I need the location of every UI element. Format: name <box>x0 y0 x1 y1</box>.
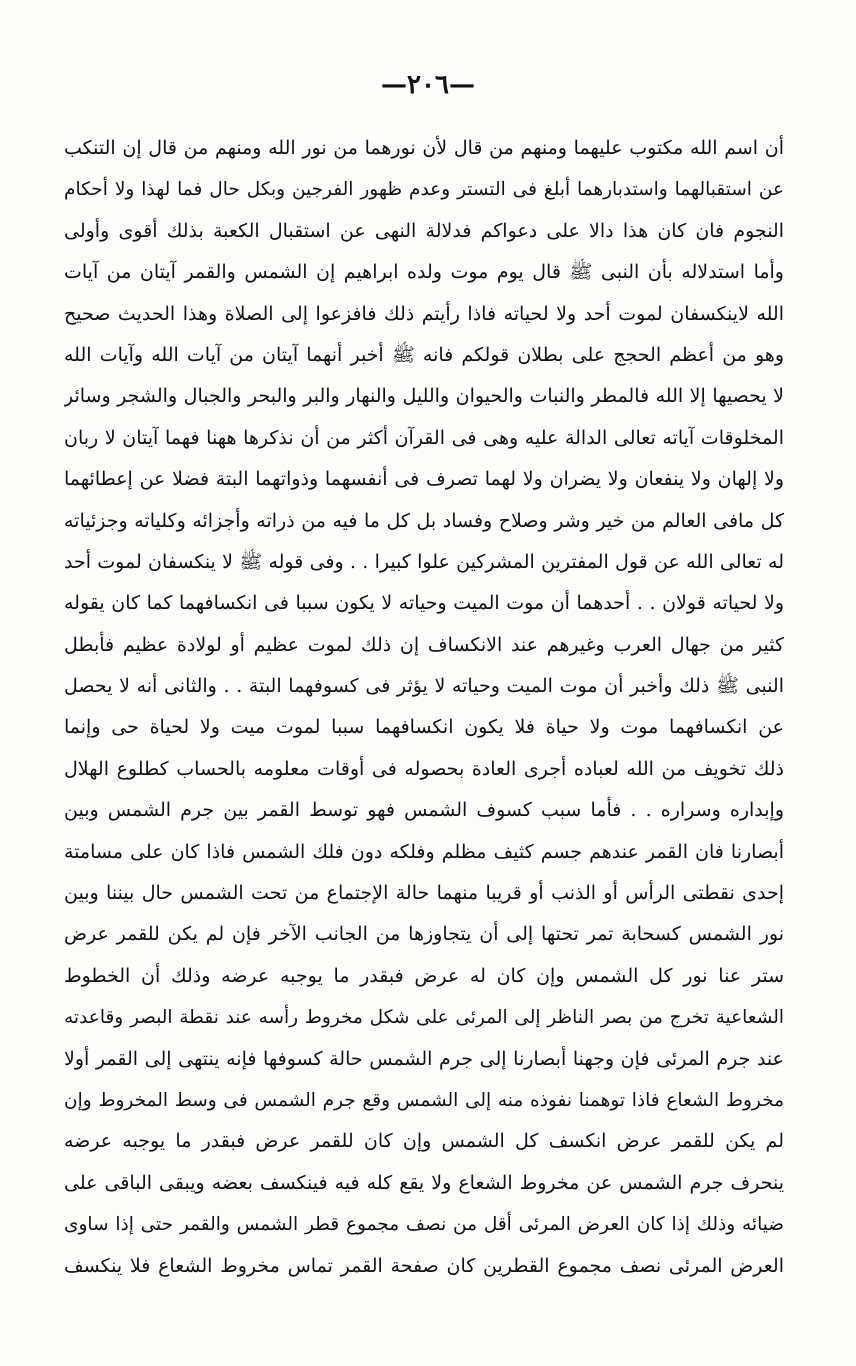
text-line: العرض المرئى نصف مجموع القطرين كان صفحة القمر تماس مخروط الشعاع فلا ينكسف <box>64 1254 784 1277</box>
text-line: مخروط الشعاع فاذا توهمنا نفوذه منه إلى الشمس وقع جرم الشمس فى وسط المخروط وإن <box>64 1089 784 1111</box>
text-line: ذلك تخويف من الله لعباده أجرى العادة بحصوله فى أوقات معلومه بالحساب كطلوع الهلال <box>64 757 784 780</box>
text-line: لا يحصيها إلا الله فالمطر والنبات والحيوان والليل والنهار والبر والبحر والجبال والشجر وسائر <box>64 385 784 408</box>
text-line: النجوم فان كان هذا دالا على دعواكم فدلالة النهى عن استقبال الكعبة بذلك أقوى وأولى <box>64 219 784 242</box>
text-line: له تعالى الله عن قول المفترين المشركين علوا كبيرا . . وفى قوله ﷺ لا ينكسفان لموت أحد <box>64 550 784 573</box>
text-line: الشعاعية تخرج من بصر الناظر إلى المرئى على شكل مخروط رأسه عند نقطة البصر وقاعدته <box>64 1007 784 1029</box>
text-line: إحدى نقطتى الرأس أو الذنب أو قريبا منهما حالة الإجتماع من تحت الشمس حال بيننا وبين <box>64 882 784 905</box>
text-line: وأما استدلاله بأن النبى ﷺ قال يوم موت ولده ابراهيم إن الشمس والقمر آيتان من آيات <box>64 261 784 284</box>
text-line: كل مافى العالم من خير وشر وصلاح وفساد بل كل ما فيه من ذراته وأجزائه وكلياته وجزئياته <box>64 509 784 532</box>
text-line: ستر عنا نور كل الشمس وإن كان له عرض فبقدر ما يوجبه عرضه وذلك أن الخطوط <box>64 964 784 987</box>
text-line: عن انكسافهما موت ولا حياة فلا يكون انكسافهما سببا لموت ميت ولا لحياة حى وإنما <box>64 716 784 739</box>
text-line: ينحرف جرم الشمس عن مخروط الشعاع ولا يقع كله فيه فينكسف بعضه ويبقى الباقى على <box>64 1171 784 1194</box>
text-line: ضيائه وذلك إذا كان العرض المرئى أقل من نصف مجموع قطر الشمس والقمر حتى إذا ساوى <box>64 1214 784 1236</box>
text-line: المخلوقات آياته تعالى الدالة عليه وهى فى القرآن أكثر من أن نذكرها ههنا فهما آيتان لا ربان <box>64 426 784 449</box>
text-line: ولا إلهان ولا ينفعان ولا يضران ولا لهما تصرف فى أنفسهما وذواتهما البتة فضلا عن إعطائهما <box>64 468 784 491</box>
text-line: كثير من جهال العرب وغيرهم عند الانكساف إن ذلك لموت عظيم أو لولادة عظيم فأبطل <box>64 633 784 656</box>
text-line: أبصارنا فان القمر عندهم جسم كثيف مظلم وفلكه دون فلك الشمس فاذا كان على مسامتة <box>64 840 784 863</box>
text-line: النبى ﷺ ذلك وأخبر أن موت الميت وحياته لا يؤثر فى كسوفهما البتة . . والثانى أنه لا يحصل <box>64 675 784 698</box>
text-body <box>64 128 784 1287</box>
text-line: وإبداره وسراره . . فأما سبب كسوف الشمس فهو توسط القمر بين جرم الشمس وبين <box>64 799 784 822</box>
text-line: أن اسم الله مكتوب عليهما ومنهم من قال لأن نورهما من نور الله ومنهم من قال إن التنكب <box>64 137 784 159</box>
text-line: وهو من أعظم الحجج على بطلان قولكم فانه ﷺ أخبر أنهما آيتان من آيات الله وآيات الله <box>64 343 784 366</box>
text-line: الله لاينكسفان لموت أحد ولا لحياته فاذا رأيتم ذلك فافزعوا إلى الصلاة وهذا الحديث صحيح <box>64 302 784 325</box>
text-line: نور الشمس كسحابة تمر تحتها إلى أن يتجاوزها من الجانب الآخر فإن لم يكن للقمر عرض <box>64 923 784 946</box>
text-line: لم يكن للقمر عرض انكسف كل الشمس وإن كان للقمر عرض فبقدر ما يوجبه عرضه <box>64 1130 784 1153</box>
text-line: عند جرم المرئى فإن وجهنا أبصارنا إلى جرم الشمس حالة كسوفها فإنه ينتهى إلى القمر أولا <box>64 1047 784 1070</box>
text-line: عن استقبالهما واستدبارهما أبلغ فى التستر وعدم ظهور الفرجين وبكل حال فما لهذا ولا أحكام <box>64 179 784 201</box>
page-number: —٢٠٦— <box>381 70 475 100</box>
text-line: ولا لحياته قولان . . أحدهما أن موت الميت وحياته لا يكون سببا فى انكسافهما كما كان يقوله <box>64 592 784 615</box>
